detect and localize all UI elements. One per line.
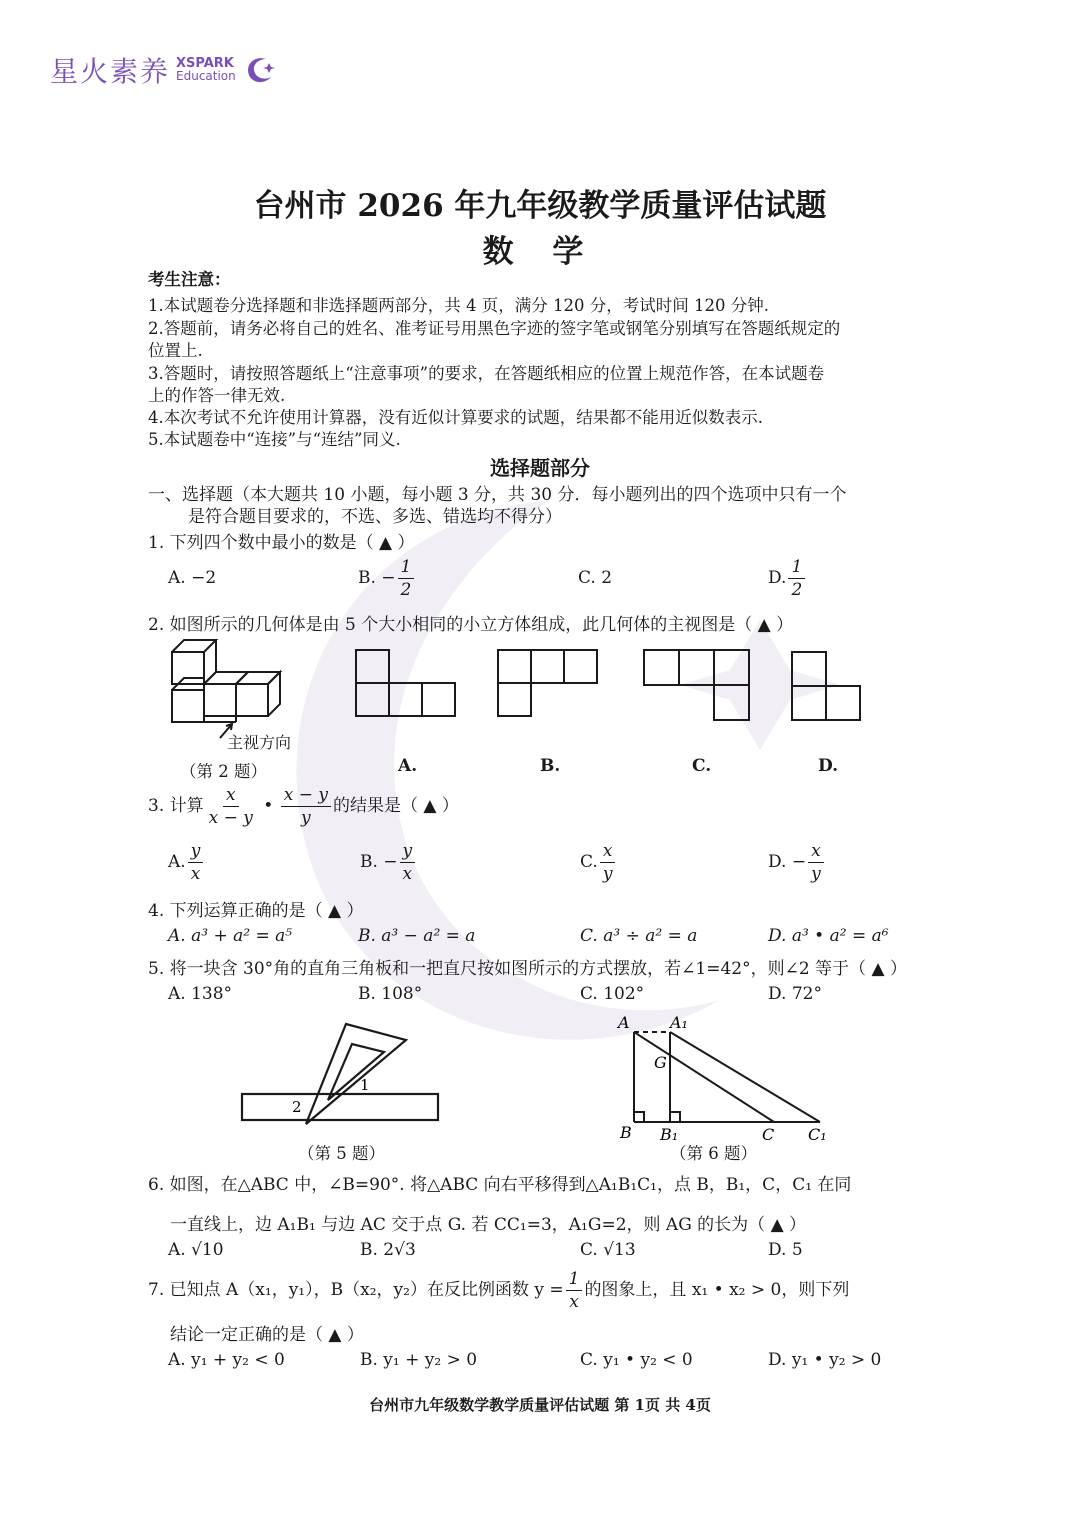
q2-option-d-label: D. <box>818 756 839 776</box>
q2-option-b-figure <box>496 648 600 718</box>
q3-option-a: A. $\frac{y}{x}$ <box>168 840 205 885</box>
notice-line-5: 上的作答一律无效. <box>148 386 286 405</box>
q5-option-a: A. 138° <box>168 984 233 1004</box>
q3-option-d: D. − $\frac{x}{y}$ <box>768 840 826 885</box>
q1-option-c: C. 2 <box>578 568 613 588</box>
q2-option-d-figure <box>790 650 864 724</box>
q1-option-b: B. − $\frac{1}{2}$ <box>358 556 416 601</box>
q5-option-d: D. 72° <box>768 984 822 1004</box>
q2-option-b-label: B. <box>540 756 561 776</box>
svg-text:A₁: A₁ <box>670 1013 688 1032</box>
q3-option-c: C. $\frac{x}{y}$ <box>580 840 617 885</box>
notice-line-3: 位置上. <box>148 341 203 360</box>
q4-option-d: D. a³ • a² = a⁶ <box>768 926 889 946</box>
q5-stem: 5. 将一块含 30°角的直角三角板和一把直尺按如图所示的方式摆放，若∠1=42°，则∠2 等于（ ▲ ） <box>148 959 907 979</box>
notice-line-4: 3.答题时，请按照答题纸上“注意事项”的要求，在答题纸相应的位置上规范作答，在本试题卷 <box>148 364 825 383</box>
q2-option-c-figure <box>642 648 754 722</box>
q4-option-a: A. a³ + a² = a⁵ <box>168 926 293 946</box>
q3-stem: 3. 计算 $\frac{x}{x - y}$ • $\frac{x - y}{y}$ 的结果是（ ▲ ） <box>148 785 459 828</box>
q7-line-1: 7. 已知点 A（x₁，y₁），B（x₂，y₂）在反比例函数 y = $\frac{1}{x}$ 的图象上，且 x₁ • x₂ > 0，则下列 <box>148 1269 850 1312</box>
exam-subject: 数 学 <box>482 234 598 270</box>
notice-line-7: 5.本试题卷中“连接”与“连结”同义. <box>148 430 401 449</box>
notice-line-1: 1.本试题卷分选择题和非选择题两部分，共 4 页，满分 120 分，考试时间 120 分钟. <box>148 296 769 315</box>
notice-line-2: 2.答题前，请务必将自己的姓名、准考证号用黑色字迹的签字笔或钢笔分别填写在答题纸规定的 <box>148 319 841 338</box>
q5-option-b: B. 108° <box>358 984 423 1004</box>
q6-triangle-figure <box>608 1010 838 1146</box>
svg-text:A: A <box>618 1013 630 1032</box>
q1-option-d: D. $\frac{1}{2}$ <box>768 556 807 601</box>
q6-option-c: C. √13 <box>580 1240 636 1260</box>
q4-option-c: C. a³ ÷ a² = a <box>580 926 698 946</box>
brand-swirl-icon <box>242 53 276 87</box>
q6-line-2: 一直线上，边 A₁B₁ 与边 AC 交于点 G. 若 CC₁=3，A₁G=2，则 AG 的长为（ ▲ ） <box>170 1215 807 1235</box>
q5-angle-2-label: 2 <box>292 1098 302 1116</box>
exam-title: 台州市 2026 年九年级教学质量评估试题 <box>253 188 827 224</box>
q7-line-2: 结论一定正确的是（ ▲ ） <box>170 1325 364 1345</box>
svg-text:B: B <box>620 1123 632 1142</box>
q4-stem: 4. 下列运算正确的是（ ▲ ） <box>148 901 364 921</box>
q1-stem: 1. 下列四个数中最小的数是（ ▲ ） <box>148 533 415 553</box>
svg-text:C₁: C₁ <box>808 1125 827 1144</box>
svg-text:B₁: B₁ <box>660 1125 679 1144</box>
q2-option-a-figure <box>354 648 458 718</box>
q3-option-b: B. − $\frac{y}{x}$ <box>360 840 417 885</box>
q2-stem: 2. 如图所示的几何体是由 5 个大小相同的小立方体组成，此几何体的主视图是（ ▲ ） <box>148 615 794 635</box>
q2-option-a-label: A. <box>398 756 418 776</box>
q7-option-b: B. y₁ + y₂ > 0 <box>360 1350 478 1370</box>
q2-view-direction: 主视方向 <box>227 733 292 752</box>
brand-logo <box>50 50 276 90</box>
page-footer: 台州市九年级数学教学质量评估试题 第 1页 共 4页 <box>369 1396 711 1414</box>
q2-option-c-label: C. <box>692 756 712 776</box>
q6-option-a: A. √10 <box>168 1240 224 1260</box>
brand-name: 星火素养 <box>50 55 171 88</box>
q1-option-a: A. −2 <box>168 568 217 588</box>
q7-option-c: C. y₁ • y₂ < 0 <box>580 1350 693 1370</box>
svg-text:G: G <box>654 1053 667 1072</box>
q5-option-c: C. 102° <box>580 984 645 1004</box>
brand-english: XSPARK Education <box>176 56 236 83</box>
part-one-line-2: 是符合题目要求的，不选、多选、错选均不得分） <box>188 507 562 527</box>
notice-line-6: 4.本次考试不允许使用计算器，没有近似计算要求的试题，结果都不能用近似数表示. <box>148 408 763 427</box>
q7-option-a: A. y₁ + y₂ < 0 <box>168 1350 285 1370</box>
q2-figure-caption: （第 2 题） <box>180 762 267 781</box>
part-one-line-1: 一、选择题（本大题共 10 小题，每小题 3 分，共 30 分．每小题列出的四个选项中只有一个 <box>148 485 847 505</box>
svg-text:C: C <box>762 1125 775 1144</box>
q6-option-b: B. 2√3 <box>360 1240 416 1260</box>
q5-angle-1-label: 1 <box>360 1076 370 1094</box>
notice-heading: 考生注意： <box>148 270 231 289</box>
q6-figure-caption: （第 6 题） <box>670 1144 757 1163</box>
q6-option-d: D. 5 <box>768 1240 803 1260</box>
q7-option-d: D. y₁ • y₂ > 0 <box>768 1350 882 1370</box>
q4-option-b: B. a³ − a² = a <box>358 926 476 946</box>
section-title: 选择题部分 <box>490 456 590 480</box>
q5-figure-caption: （第 5 题） <box>298 1144 385 1163</box>
q5-ruler-triangle-figure <box>236 1016 446 1130</box>
q6-line-1: 6. 如图，在△ABC 中，∠B=90°. 将△ABC 向右平移得到△A₁B₁C₁，点 B，B₁，C，C₁ 在同 <box>148 1175 852 1195</box>
